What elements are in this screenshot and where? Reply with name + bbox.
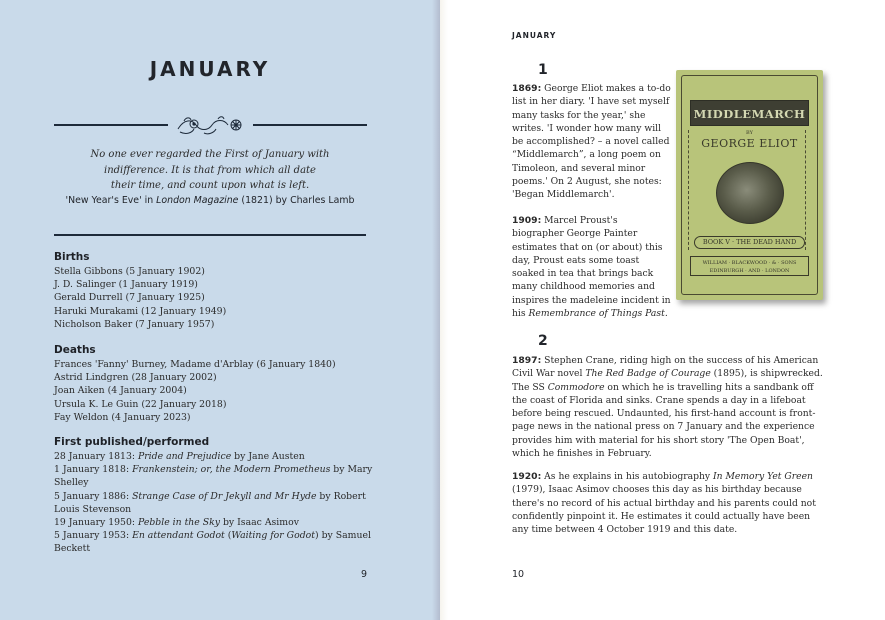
entry-year: 1869: [512,83,542,94]
published-author: by Isaac Asimov [220,517,299,529]
book-gutter [440,0,448,620]
published-mid: ( [224,530,232,542]
published-author: by Mary Shelley [54,464,373,489]
cover-title: MIDDLEMARCH [693,107,806,121]
death-item: Fay Weldon (4 January 2023) [54,411,191,423]
epigraph-source [30,195,390,206]
section-title: First published/performed [54,436,210,448]
entry-year: 1920: [512,471,542,482]
cover-publisher-city: EDINBURGH · AND · LONDON [709,268,790,274]
source-in: in [141,195,157,206]
published-date: 19 January 1950: [54,517,138,529]
cover-author: GEORGE ELIOT [701,137,798,150]
epigraph-line: their time, and count upon what is left. [110,180,310,191]
entry-text: Marcel Proust's biographer George Painter estimates that on (or about) this day, Proust eats some toast soaked in tea that brings back many childhood memories and inspires the madeleine incident in his [512,215,671,320]
published-author: by Robert Louis Stevenson [54,490,366,515]
published-date: 28 January 1813: [54,451,138,462]
published-date: 5 January 1953: [54,530,133,542]
death-item: Astrid Lindgren (28 January 2002) [54,372,217,384]
running-head: JANUARY [512,31,557,40]
cover-book-label: BOOK V · THE DEAD HAND [694,236,805,249]
published-author: by Jane Austen [231,451,305,462]
entry-year: 1897: [512,355,542,366]
entry-text: (1979), Isaac Asimov chooses this day as his birthday because there's no record of his actual birthday and his parents could not confidently pinpoint it. He estimates it could actually have been any time between 4 October 1919 and this date. [512,484,816,536]
entry-end: . [664,308,668,320]
cover-landscape-illustration [716,162,784,224]
birth-item: Haruki Murakami (12 January 1949) [54,305,227,317]
day-number: 2 [538,333,548,349]
published-work: Strange Case of Dr Jekyll and Mr Hyde [132,490,317,502]
source-title: 'New Year's Eve' [65,195,142,206]
published-author: ) by Samuel Beckett [54,530,371,555]
divider-left [54,124,168,126]
published-section [54,435,384,556]
cover-publisher [690,256,809,276]
births-section [54,250,384,331]
published-item [54,450,384,463]
entry-text: Stephen Crane, riding high on the success of his American Civil War novel [512,355,819,380]
month-title: JANUARY [149,57,271,81]
source-rest: (1821) by Charles Lamb [238,195,355,206]
birth-item: J. D. Salinger (1 January 1919) [54,279,198,291]
day-number: 1 [538,62,548,78]
published-item [54,463,384,489]
entry-text: George Eliot makes a to-do list in her diary. 'I have set myself many tasks for the year,' she writes. 'I wonder how many will be accomplished? – a novel called “Middlemarch”, a long poem on Timoleon, and several minor poems.' On 2 August, she notes: 'Began Middlemarch'. [512,83,671,201]
birth-item: Gerald Durrell (7 January 1925) [54,292,205,304]
left-page [0,0,440,620]
birth-item: Stella Gibbons (5 January 1902) [54,266,205,277]
entry-1869 [512,82,672,202]
middlemarch-book-cover-image [676,70,823,300]
entry-text: on which he is travelling hits a sandbank off the coast of Florida and sinks. Crane spends a day in a lifeboat before being rescued. Undaunted, his first-hand account is front-page news in the national press on 7 January and the experience provides him with material for his short story 'The Open Boat', which he finishes in February. [512,381,816,460]
published-item [54,516,384,529]
death-item: Joan Aiken (4 January 2004) [54,385,187,397]
published-date: 1 January 1818: [54,464,133,476]
section-divider [54,234,366,236]
entry-text: (1895), is shipwrecked. The SS [512,368,823,393]
birth-item: Nicholson Baker (7 January 1957) [54,318,215,330]
entry-work: The Red Badge of Courage [585,368,711,380]
published-work: Pebble in the Sky [137,517,221,529]
entry-text: As he explains in his autobiography [541,471,714,482]
divider-right [253,124,367,126]
section-title: Deaths [54,344,96,356]
source-publication: London Magazine [156,195,239,206]
entry-year: 1909: [512,215,542,226]
cover-title-band [690,100,809,126]
published-work: Pride and Prejudice [137,451,232,462]
entry-ship-name: Commodore [547,381,605,393]
entry-1920 [512,470,826,536]
page-number-right: 10 [512,569,525,580]
epigraph-line: indifference. It is that from which all date [104,164,316,176]
entry-1897 [512,354,826,460]
epigraph-line: No one ever regarded the First of January with [90,149,330,160]
published-item [54,529,384,555]
published-work: En attendant Godot [132,530,225,542]
floral-ornament-icon [174,113,246,137]
section-title: Births [54,251,90,263]
death-item: Frances 'Fanny' Burney, Madame d'Arblay (6 January 1840) [54,359,336,370]
death-item: Ursula K. Le Guin (22 January 2018) [54,398,227,410]
entry-work: In Memory Yet Green [713,471,813,482]
entry-work: Remembrance of Things Past [528,308,665,320]
published-work-translation: Waiting for Godot [231,530,315,542]
published-date: 5 January 1886: [54,490,133,502]
deaths-section [54,343,384,424]
published-item [54,490,384,516]
epigraph-quote [44,147,376,194]
published-work: Frankenstein; or, the Modern Prometheus [132,464,331,476]
page-number-left: 9 [361,569,368,580]
entry-1909 [512,214,672,320]
cover-by: BY [746,130,753,136]
cover-publisher-name: WILLIAM · BLACKWOOD · & · SONS [702,260,797,266]
